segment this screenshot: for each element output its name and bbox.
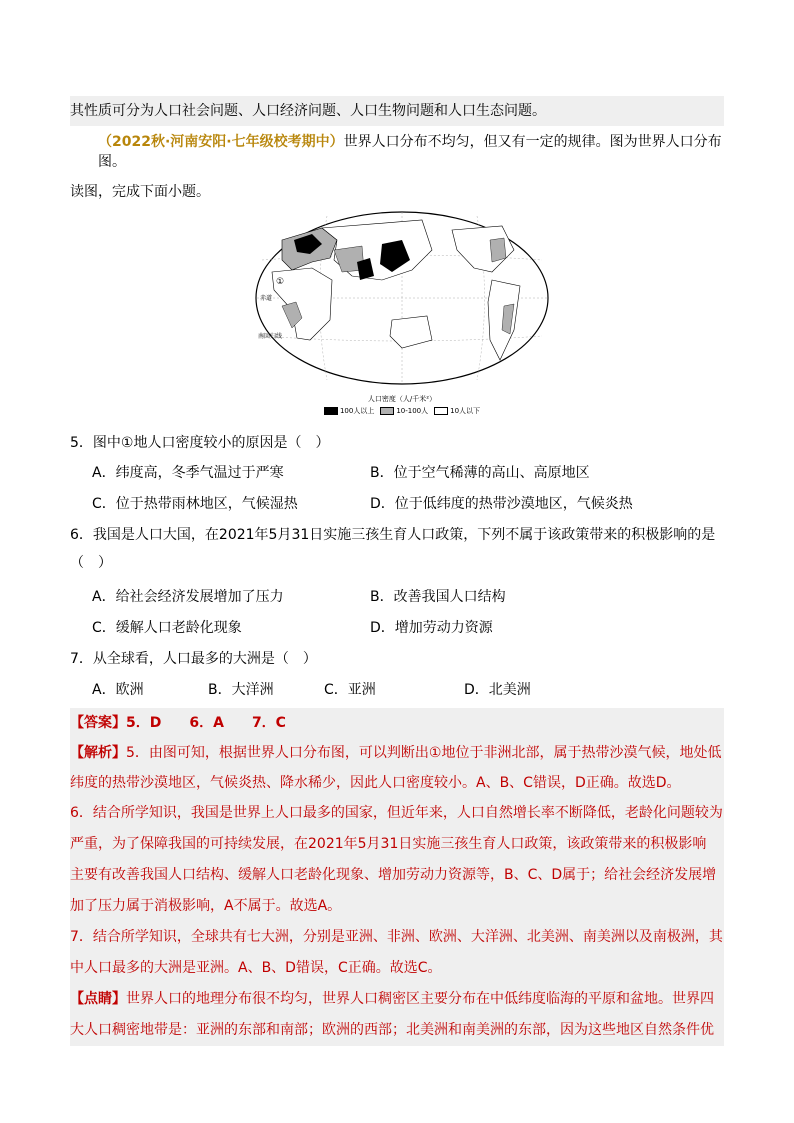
q5-option-a: A．纬度高，冬季气温过于严寒 [92,465,284,481]
world-population-map [252,210,552,420]
q7-option-c: C．亚洲 [324,682,376,698]
question-6-stem-2: （ ） [70,555,112,571]
q6-option-b: B．改善我国人口结构 [370,589,506,605]
map-label-tropic: 南回归线 [258,333,283,340]
q6-option-c: C．缓解人口老龄化现象 [92,620,242,636]
analysis-6-line-3: 主要有改善我国人口结构、缓解人口老龄化现象、增加劳动力资源等，B、C、D属于；给社会经济发展增 [70,867,717,883]
document-page [70,96,724,1046]
intro-text-2: 读图，完成下面小题。 [70,184,210,200]
question-5-stem: 5．图中①地人口密度较小的原因是（ ） [70,435,330,451]
legend-title: 人口密度（人/千米²） [367,395,437,403]
question-source: （2022秋·河南安阳·七年级校考期中） [98,134,344,150]
map-svg [252,210,552,392]
answer-analysis-block [70,708,724,1046]
intro-text: 世界人口分布不均匀，但又有一定的规律。图为世界人口分布图。 [98,134,722,170]
analysis-7-line-1: 7．结合所学知识，全球共有七大洲，分别是亚洲、非洲、欧洲、大洋洲、北美洲、南美洲以及南极洲，其 [70,929,723,945]
answer-line [70,708,724,738]
answer-text: 5．D 6．A 7．C [126,715,286,731]
analysis-tag: 【解析】 [70,745,126,761]
analysis-5-line-2: 纬度的热带沙漠地区，气候炎热、降水稀少，因此人口密度较小。A、B、C错误，D正确。故选D。 [70,775,681,791]
question-7-options [70,675,724,706]
q7-option-d: D．北美洲 [464,682,531,698]
analysis-5-line-1: 【解析】5．由图可知，根据世界人口分布图，可以判断出①地位于非洲北部，属于热带沙漠气候，地处低 [70,745,722,761]
q6-option-a: A．给社会经济发展增加了压力 [92,589,284,605]
question-7-stem: 7．从全球看，人口最多的大洲是（ ） [70,651,317,667]
q5-option-c: C．位于热带雨林地区，气候湿热 [92,496,298,512]
answer-tag: 【答案】 [70,715,126,731]
analysis-7-line-2: 中人口最多的大洲是亚洲。A、B、D错误，C正确。故选C。 [70,960,442,976]
comment-tag: 【点睛】 [70,991,126,1007]
comment-line-2: 大人口稠密地带是：亚洲的东部和南部；欧洲的西部；北美洲和南美洲的东部，因为这些地区自然条件优 [70,1022,714,1038]
analysis-6-line-2: 严重，为了保障我国的可持续发展，在2021年5月31日实施三孩生育人口政策，该政策带来的积极影响 [70,836,707,852]
legend-item-mid: 10-100人 [380,406,428,416]
question-5-options-row-1 [70,458,724,489]
legend-item-low: 10人以下 [434,406,480,416]
north-america-mid-shape [490,238,506,262]
map-label-equator: 赤道 [260,295,273,302]
comment-line-1: 【点睛】世界人口的地理分布很不均匀，世界人口稠密区主要分布在中低纬度临海的平原和盆地。世界四 [70,991,714,1007]
map-legend [252,406,552,416]
question-6-options-row-2 [70,613,724,644]
question-6-stem: 6．我国是人口大国，在2021年5月31日实施三孩生育人口政策，下列不属于该政策带来的积极影响的是 [70,527,716,543]
analysis-6-line-4: 加了压力属于消极影响，A不属于。故选A。 [70,898,342,914]
q7-option-b: B．大洋洲 [208,682,274,698]
q5-option-b: B．位于空气稀薄的高山、高原地区 [370,465,590,481]
q6-option-d: D．增加劳动力资源 [370,620,493,636]
intro-line [70,132,724,172]
question-5-options-row-2 [70,489,724,520]
q5-option-d: D．位于低纬度的热带沙漠地区，气候炎热 [370,496,633,512]
top-line: 其性质可分为人口社会问题、人口经济问题、人口生物问题和人口生态问题。 [70,96,724,126]
legend-item-high: 100人以上 [324,406,374,416]
question-6-options-row-1 [70,582,724,613]
map-label-1: ① [276,277,285,287]
analysis-6-line-1: 6．结合所学知识，我国是世界上人口最多的国家，但近年来，人口自然增长率不断降低，老龄化问题较为 [70,805,723,821]
q7-option-a: A．欧洲 [92,682,144,698]
